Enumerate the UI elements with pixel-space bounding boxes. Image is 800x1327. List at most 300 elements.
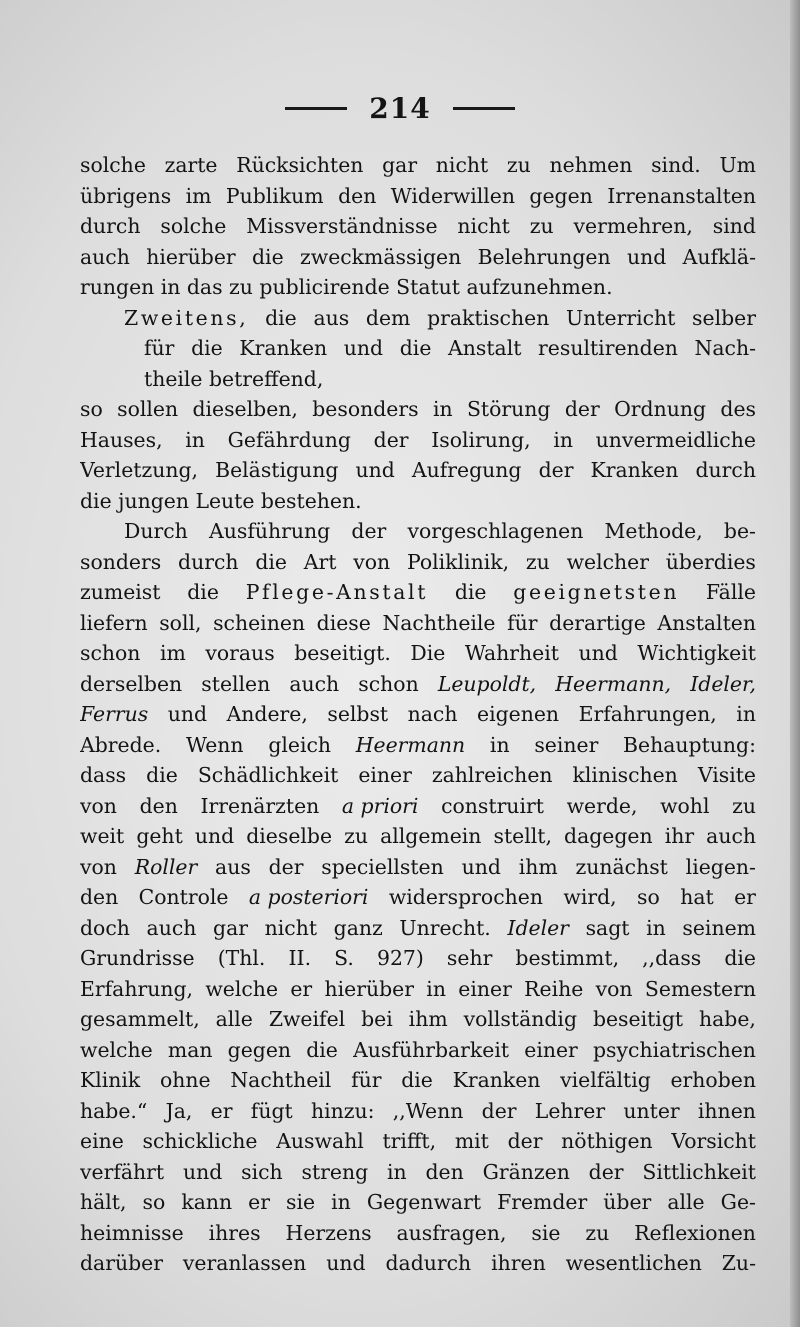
- word: gar: [382, 153, 418, 177]
- word: Belästigung: [215, 458, 339, 482]
- word: in: [489, 732, 510, 757]
- text-line: [80, 669, 756, 700]
- word: Nachtheile: [382, 610, 496, 635]
- word: vollständig: [463, 1007, 578, 1031]
- word: aus: [215, 854, 251, 879]
- text-line: [80, 1248, 756, 1279]
- word: aus: [313, 305, 350, 330]
- word: Die: [410, 641, 446, 665]
- word: so: [80, 397, 103, 421]
- word: gleich: [268, 732, 332, 757]
- word: praktischen: [427, 305, 550, 330]
- word: ohne: [160, 1068, 211, 1092]
- word: klinischen: [572, 763, 678, 787]
- text-line: [80, 1096, 756, 1127]
- text-line: [80, 150, 756, 181]
- word: doch: [80, 915, 130, 940]
- word: die: [146, 763, 178, 787]
- word: Methode,: [604, 519, 703, 543]
- word: des: [720, 397, 756, 421]
- word: Lehrer: [534, 1098, 606, 1123]
- word: Irrenanstalten: [607, 183, 756, 208]
- text-line: [80, 821, 756, 852]
- text-line: [80, 1126, 756, 1157]
- word: nicht: [264, 915, 318, 940]
- word: weit: [80, 824, 125, 848]
- word: ,,dass: [642, 946, 702, 970]
- text-line: [80, 1004, 756, 1035]
- word: Zweifel: [268, 1007, 346, 1031]
- text-line: [80, 608, 756, 639]
- word: zu: [529, 214, 554, 238]
- word: Behauptung:: [623, 732, 756, 757]
- word: er: [248, 1190, 270, 1214]
- word: dass: [80, 763, 127, 787]
- text-line: [80, 333, 756, 364]
- word: Publikum: [225, 183, 324, 208]
- text-line: [80, 242, 756, 273]
- word: und: [626, 244, 667, 269]
- word: Andere,: [226, 702, 308, 726]
- word: Zu-: [721, 1251, 756, 1275]
- spaced-word: Zweitens,: [124, 305, 249, 330]
- word: gesammelt,: [80, 1007, 200, 1031]
- text-line: [80, 486, 756, 517]
- italic-word: Ideler,: [690, 671, 756, 696]
- word: er: [734, 885, 756, 909]
- word: sie: [531, 1220, 561, 1245]
- word: so: [142, 1190, 166, 1214]
- word: Klinik: [80, 1068, 141, 1092]
- word: Unterricht: [566, 305, 676, 330]
- italic-word: Heermann: [355, 732, 466, 757]
- word: von: [80, 793, 117, 818]
- word: Aufklä-: [682, 244, 756, 269]
- word: derartige: [549, 610, 646, 635]
- word: für: [351, 1068, 382, 1092]
- word: Hauses,: [80, 427, 163, 452]
- word: stellen: [201, 671, 271, 696]
- word: Fälle: [705, 580, 756, 604]
- word: zu: [585, 1220, 610, 1245]
- word: streng: [301, 1159, 369, 1184]
- text-line: [80, 638, 756, 669]
- word: zu: [732, 793, 756, 818]
- word: veranlassen: [182, 1251, 307, 1275]
- word: Reflexionen: [634, 1220, 756, 1245]
- word: gar: [213, 915, 248, 940]
- word: zu: [506, 153, 531, 177]
- word: zumeist: [80, 580, 161, 604]
- word: gegen: [227, 1037, 292, 1062]
- word: Kranken: [452, 1068, 541, 1092]
- word: von: [80, 854, 117, 879]
- word: Herzens: [285, 1220, 372, 1245]
- word: der: [351, 519, 387, 543]
- word: be-: [723, 519, 756, 543]
- word: welcher: [566, 549, 649, 574]
- word: von: [595, 976, 633, 1001]
- word: Kranken: [590, 458, 679, 482]
- word: Durch: [124, 519, 188, 543]
- text-line: [80, 516, 756, 547]
- header-rule-left: [285, 107, 347, 110]
- word: der: [507, 1129, 543, 1153]
- word: heimnisse: [80, 1220, 184, 1245]
- text-line: [80, 1065, 756, 1096]
- word: einer: [458, 976, 512, 1001]
- word: besonders: [312, 397, 419, 421]
- word: und: [326, 1251, 366, 1275]
- word: stellt,: [493, 824, 552, 848]
- word: rungen in das zu publicirende Statut aufzunehmen.: [80, 275, 613, 299]
- word: Controle: [138, 885, 229, 909]
- word: in: [386, 1159, 407, 1184]
- word: Gränzen: [482, 1159, 570, 1184]
- word: bei: [361, 1007, 393, 1031]
- word: die: [265, 305, 297, 330]
- word: selber: [692, 305, 756, 330]
- word: Fremder: [497, 1190, 588, 1214]
- word: auch: [80, 244, 130, 269]
- text-line: [80, 852, 756, 883]
- word: erhoben: [670, 1068, 756, 1092]
- word: dem: [365, 305, 411, 330]
- word: die: [306, 1037, 338, 1062]
- word: die: [399, 336, 432, 360]
- word: wird,: [563, 885, 617, 909]
- word: zahlreichen: [431, 763, 553, 787]
- word: und: [343, 336, 384, 360]
- word: den: [139, 793, 178, 818]
- word: Unrecht.: [399, 915, 491, 940]
- word: hinzu:: [310, 1098, 375, 1123]
- word: ,,Wenn: [392, 1098, 464, 1123]
- word: über: [603, 1190, 652, 1214]
- word: Nachtheil: [230, 1068, 332, 1092]
- word: Irrenärzten: [200, 793, 320, 818]
- word: und: [167, 702, 208, 726]
- word: sind: [712, 214, 756, 238]
- word: durch: [695, 458, 756, 482]
- text-line: [80, 577, 756, 608]
- word: fügt: [250, 1098, 293, 1123]
- word: Art: [303, 549, 337, 574]
- word: habe,: [699, 1007, 756, 1031]
- italic-word: Heermann,: [555, 671, 672, 696]
- word: der: [268, 854, 304, 879]
- word: im: [159, 641, 186, 665]
- word: der: [373, 427, 409, 452]
- word: liegen-: [685, 854, 756, 879]
- page-header: [0, 88, 800, 128]
- italic-word: a posteriori: [248, 885, 369, 909]
- word: kann: [181, 1190, 233, 1214]
- word: in: [426, 976, 446, 1001]
- word: geht: [136, 824, 183, 848]
- word: hat: [680, 885, 714, 909]
- text-line: [80, 1218, 756, 1249]
- word: für: [144, 336, 175, 360]
- word: der: [564, 397, 600, 421]
- italic-word: a priori: [341, 793, 419, 818]
- word: in: [432, 397, 453, 421]
- word: 927): [376, 946, 424, 970]
- word: ihres: [208, 1220, 261, 1245]
- word: hält,: [80, 1190, 127, 1214]
- word: hierüber: [324, 976, 414, 1001]
- word: dieselbe: [246, 824, 333, 848]
- word: vielfältig: [560, 1068, 651, 1092]
- word: von: [353, 549, 391, 574]
- italic-word: Leupoldt,: [437, 671, 537, 696]
- word: auch: [706, 824, 756, 848]
- word: Ge-: [720, 1190, 756, 1214]
- word: auch: [289, 671, 340, 696]
- word: so: [637, 885, 660, 909]
- word: (Thl.: [217, 946, 266, 970]
- word: zweckmässigen: [300, 244, 462, 269]
- text-line: [80, 730, 756, 761]
- word: allgemein: [380, 824, 482, 848]
- word: und: [182, 1159, 223, 1184]
- word: sehr: [446, 946, 493, 970]
- word: bestimmt,: [515, 946, 620, 970]
- word: Visite: [697, 763, 756, 787]
- word: Erfahrungen,: [578, 702, 717, 726]
- word: nehmen: [549, 153, 633, 177]
- word: durch: [178, 549, 239, 574]
- italic-word: Ferrus: [80, 702, 149, 726]
- word: psychiatrischen: [592, 1037, 756, 1062]
- body-text: [80, 150, 756, 1279]
- word: Ausführbarkeit: [353, 1037, 510, 1062]
- word: die: [454, 580, 487, 604]
- word: habe.“: [80, 1098, 148, 1123]
- word: theile betreffend,: [144, 366, 324, 391]
- word: eigenen: [477, 702, 560, 726]
- word: Poliklinik,: [406, 549, 510, 574]
- word: die: [401, 1068, 433, 1092]
- word: der: [481, 1098, 517, 1123]
- word: werde,: [566, 793, 638, 818]
- word: Störung: [466, 397, 551, 421]
- page-number: 214: [369, 91, 431, 125]
- word: zarte: [164, 153, 218, 177]
- word: Um: [719, 153, 756, 177]
- word: unter: [623, 1098, 680, 1123]
- word: Anstalten: [657, 610, 756, 635]
- word: wesentlichen: [565, 1251, 702, 1275]
- word: vermehren,: [573, 214, 693, 238]
- word: im: [185, 183, 212, 208]
- word: derselben: [80, 671, 183, 696]
- word: alle: [215, 1007, 253, 1031]
- word: zu: [525, 549, 550, 574]
- italic-word: Ideler: [507, 915, 569, 940]
- word: Wahrheit: [464, 641, 559, 665]
- word: Gegenwart: [366, 1190, 482, 1214]
- word: Vorsicht: [671, 1129, 756, 1153]
- word: nicht: [435, 153, 489, 177]
- word: in: [736, 702, 756, 726]
- word: Auswahl: [276, 1129, 364, 1153]
- word: soll,: [159, 610, 202, 635]
- word: und: [578, 641, 618, 665]
- word: in: [646, 915, 666, 940]
- text-line: [80, 1035, 756, 1066]
- word: in: [331, 1190, 351, 1214]
- word: darüber: [80, 1251, 163, 1275]
- word: die: [724, 946, 756, 970]
- word: und: [355, 458, 395, 482]
- word: nöthigen: [561, 1129, 653, 1153]
- word: Wichtigkeit: [637, 641, 756, 665]
- word: in: [185, 427, 205, 452]
- word: man: [167, 1037, 213, 1062]
- word: eine: [80, 1129, 124, 1153]
- text-line: [80, 760, 756, 791]
- word: Wenn: [185, 732, 244, 757]
- word: widersprochen: [388, 885, 543, 909]
- word: ihren: [491, 1251, 546, 1275]
- text-line: [80, 272, 756, 303]
- word: Abrede.: [80, 732, 162, 757]
- word: diese: [316, 610, 371, 635]
- word: construirt: [441, 793, 544, 818]
- italic-word: Roller: [134, 854, 198, 879]
- word: sie: [286, 1190, 316, 1214]
- word: übrigens: [80, 183, 172, 208]
- word: vorgeschlagenen: [407, 519, 584, 543]
- word: dieselben,: [192, 397, 298, 421]
- word: Ordnung: [614, 397, 707, 421]
- header-rule-right: [453, 107, 515, 110]
- text-line: [80, 913, 756, 944]
- text-line: [80, 425, 756, 456]
- word: welche: [205, 976, 279, 1001]
- word: unvermeidliche: [595, 427, 756, 452]
- text-line: [80, 974, 756, 1005]
- word: der: [538, 458, 574, 482]
- word: dadurch: [385, 1251, 472, 1275]
- word: den: [425, 1159, 464, 1184]
- word: Ausführung: [209, 519, 331, 543]
- word: ihm: [518, 854, 558, 879]
- word: trifft,: [382, 1129, 437, 1153]
- spaced-word: Pflege-Anstalt: [245, 580, 429, 604]
- word: sollen: [117, 397, 179, 421]
- word: sonders: [80, 549, 162, 574]
- word: auch: [146, 915, 197, 940]
- word: beseitigt.: [294, 641, 391, 665]
- word: Aufregung: [411, 458, 522, 482]
- word: mit: [454, 1129, 489, 1153]
- text-line: [80, 303, 756, 334]
- word: ganz: [333, 915, 383, 940]
- text-line: [80, 943, 756, 974]
- word: der: [588, 1159, 624, 1184]
- word: sagt: [585, 915, 630, 940]
- word: solche: [160, 214, 227, 238]
- word: solche: [80, 153, 146, 177]
- word: dagegen: [564, 824, 653, 848]
- word: Reihe: [524, 976, 584, 1001]
- word: liefern: [80, 610, 148, 635]
- text-line: [80, 455, 756, 486]
- text-line: [80, 1187, 756, 1218]
- word: seinem: [682, 915, 756, 940]
- word: nach: [407, 702, 458, 726]
- word: Kranken: [239, 336, 328, 360]
- word: die jungen Leute bestehen.: [80, 488, 362, 513]
- text-line: [80, 699, 756, 730]
- word: verfährt: [80, 1159, 165, 1184]
- text-line: [80, 364, 756, 395]
- word: Erfahrung,: [80, 976, 194, 1001]
- word: nicht: [457, 214, 510, 238]
- word: Rücksichten: [236, 153, 364, 177]
- word: den: [338, 183, 377, 208]
- word: schickliche: [142, 1129, 258, 1153]
- word: und: [461, 854, 501, 879]
- text-line: [80, 882, 756, 913]
- word: sind.: [651, 153, 701, 177]
- word: Anstalt: [448, 336, 522, 360]
- word: II.: [288, 946, 312, 970]
- word: Isolirung,: [431, 427, 531, 452]
- word: überdies: [665, 549, 756, 574]
- word: die: [191, 336, 223, 360]
- text-line: [80, 211, 756, 242]
- text-line: [80, 394, 756, 425]
- word: alle: [667, 1190, 705, 1214]
- word: resultirenden: [538, 336, 678, 360]
- word: schon: [358, 671, 419, 696]
- word: die: [255, 549, 287, 574]
- word: Semestern: [644, 976, 756, 1001]
- word: gegen: [529, 183, 593, 208]
- word: Missverständnisse: [246, 214, 438, 238]
- word: selbst: [327, 702, 389, 726]
- word: Ja,: [165, 1098, 193, 1123]
- word: Verletzung,: [80, 458, 198, 482]
- text-line: [80, 1157, 756, 1188]
- word: speciellsten: [321, 854, 444, 879]
- spaced-word: geeignetsten: [513, 580, 680, 604]
- word: beseitigt: [592, 1007, 684, 1031]
- word: in: [553, 427, 573, 452]
- word: Sittlichkeit: [642, 1159, 756, 1184]
- word: hierüber: [146, 244, 236, 269]
- word: ausfragen,: [396, 1220, 507, 1245]
- word: voraus: [205, 641, 275, 665]
- word: Belehrungen: [477, 244, 611, 269]
- word: sich: [241, 1159, 283, 1184]
- word: Nach-: [694, 336, 756, 360]
- word: Gefährdung: [227, 427, 351, 452]
- word: scheinen: [213, 610, 306, 635]
- word: seiner: [534, 732, 599, 757]
- word: ihm: [408, 1007, 448, 1031]
- word: die: [252, 244, 284, 269]
- word: die: [187, 580, 219, 604]
- text-line: [80, 791, 756, 822]
- word: und: [194, 824, 235, 848]
- word: Grundrisse: [80, 946, 195, 970]
- word: einer: [524, 1037, 578, 1062]
- text-line: [80, 547, 756, 578]
